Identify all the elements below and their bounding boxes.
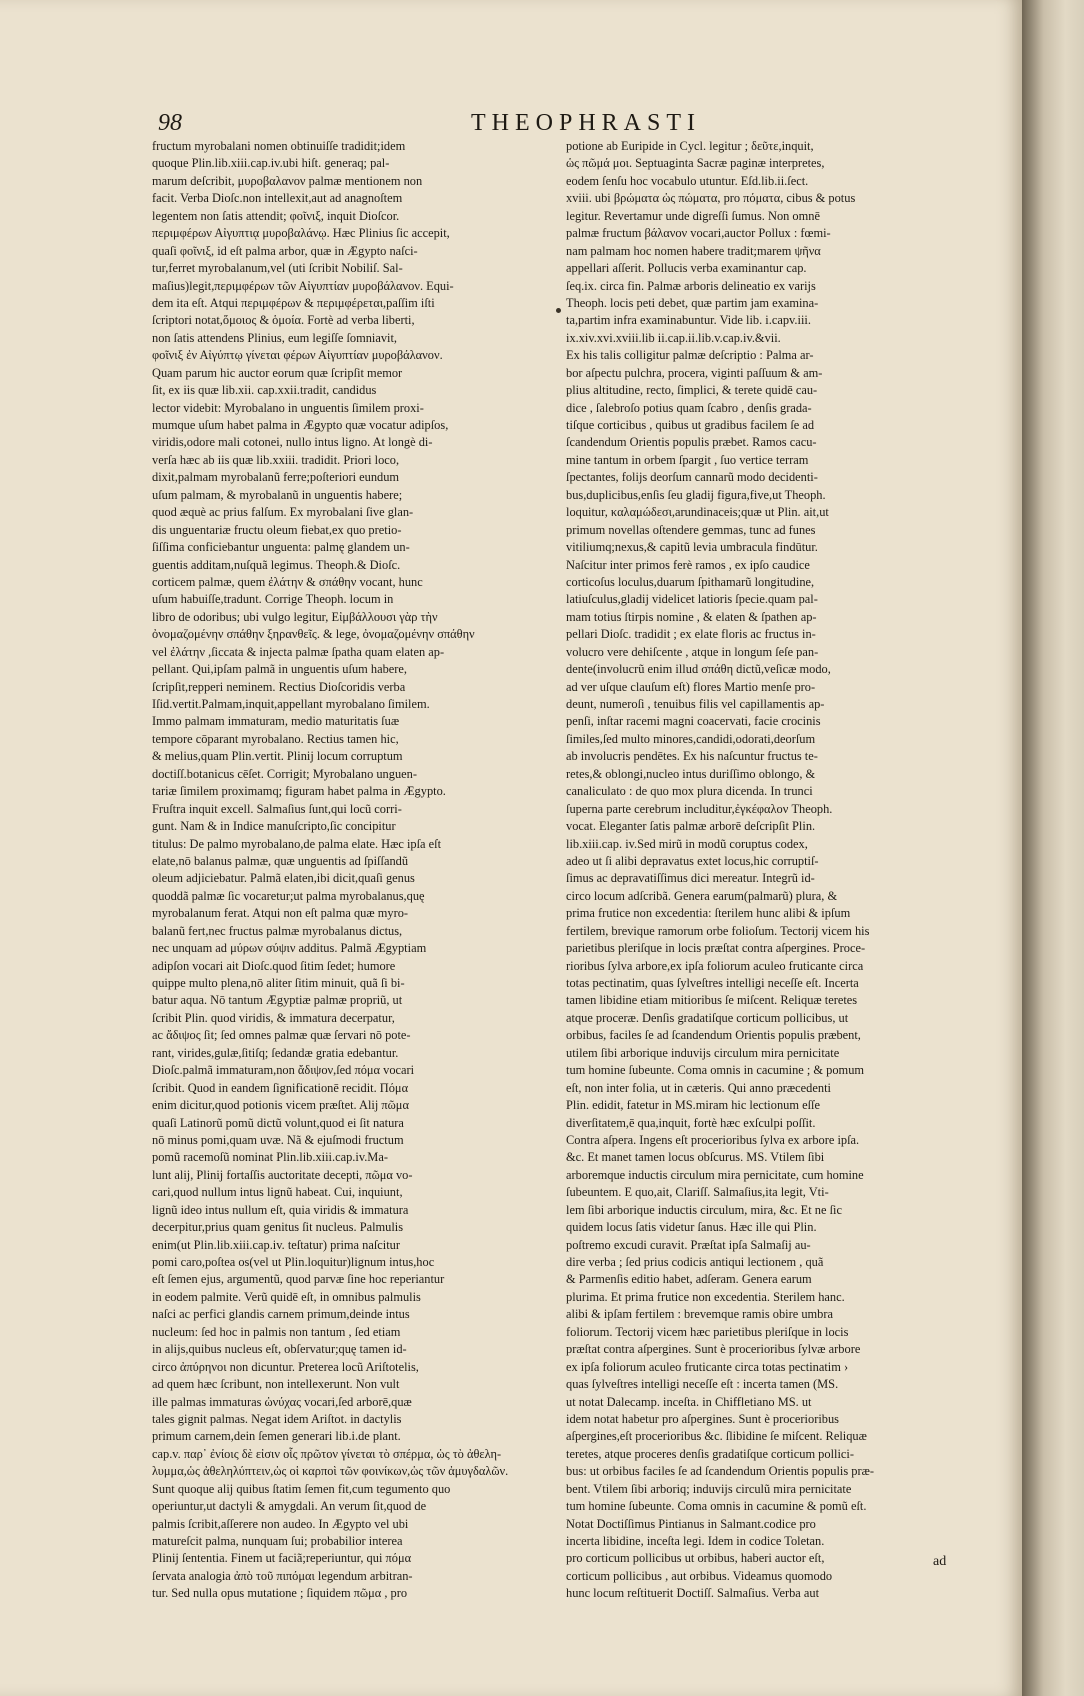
- text-line: uſum palmam, & myrobalanũ in unguentis habere;: [152, 487, 403, 502]
- text-line: operiuntur,ut dactyli & amygdali. An verum ſit,quod de: [152, 1499, 427, 1514]
- left-text-column: [152, 138, 554, 1601]
- text-line: Plin. edidit, fatetur in MS.miram hic lectionum eſſe: [566, 1098, 820, 1113]
- text-line: lem ſibi arborique inductis circulum, mira, &c. Et ne ſic: [566, 1202, 842, 1217]
- text-line: corticoſus loculus,duarum ſpithamarũ longitudine,: [566, 574, 815, 589]
- text-line: bor aſpectu pulchra, procera, viginti paſſuum & am-: [566, 365, 823, 380]
- text-line: arboremque inductis circulum mira pernicitate, cum homine: [566, 1167, 864, 1182]
- text-line: Quam parum hic auctor eorum quæ ſcripſit memor: [152, 365, 403, 380]
- text-line: plurima. Et prima frutice non excedentia. Sterilem hanc.: [566, 1289, 845, 1304]
- text-line: lignũ ideo intus nullum eſt, quia viridis & immatura: [152, 1202, 409, 1217]
- text-line: myrobalanum ferat. Atqui non eſt palma quæ myro-: [152, 906, 409, 921]
- text-line: palmæ fructum βάλανον vocari,auctor Pollux : fœmi-: [566, 226, 831, 241]
- text-line: matureſcit palma, nunquam ſui; probabilior interea: [152, 1534, 403, 1548]
- text-line: aſpergines,eſt procerioribus &c. ſlibidine ſe miſcent. Reliquæ: [566, 1429, 867, 1444]
- book-gutter: [1022, 0, 1084, 1696]
- text-line: potione ab Euripide in Cycl. legitur ; δεῦτε,inquit,: [566, 139, 814, 153]
- text-line: eſt ſemen ejus, argumentũ, quod parvæ ſine hoc reperiantur: [152, 1272, 445, 1287]
- text-line: dis unguentariæ fructu oleum fiebat,ex quo pretio-: [152, 522, 402, 537]
- text-line: tum homine ſubeunte. Coma omnis in cacumine ; & pomum: [566, 1063, 865, 1078]
- text-line: λυμμα,ὡς ἀθεληλύπτειν,ὡς οἱ καρποὶ τῶν φοινίκων,ὡς τῶν ἀμυγδαλῶν.: [152, 1464, 509, 1479]
- text-line: ta,partim infra examinabuntur. Vide lib. i.capv.iii.: [566, 313, 811, 328]
- text-line: Contra aſpera. Ingens eſt procerioribus ſylva ex arbore ipſa.: [566, 1132, 860, 1147]
- text-line: tamen libidine etiam mitioribus ſe miſcent. Reliquæ teretes: [566, 993, 858, 1008]
- text-line: bus,duplicibus,enſis ſeu gladij figura,five,ut Theoph.: [566, 487, 826, 502]
- text-line: tiſque corticibus , quibus ut gradibus facilem ſe ad: [566, 418, 815, 432]
- text-line: ab involucris pendētes. Ex his naſcuntur fructus te-: [566, 749, 818, 764]
- text-line: Theoph. locis peti debet, quæ partim jam examina-: [566, 295, 819, 310]
- text-line: Immo palmam immaturam, medio maturitatis ſuæ: [152, 714, 400, 729]
- text-line: deunt, numeroſi , tenuibus filis vel capillamentis ap-: [566, 697, 825, 711]
- text-line: lunt alij, Plinij fortaſſis auctoritate decepti, πῶμα vo-: [152, 1167, 413, 1182]
- text-line: rioribus ſylva arbore,ex ipſa foliorum aculeo fruticante circa: [566, 958, 864, 973]
- text-line: pellari Dioſc. tradidit ; ex elate floris ac fructus in-: [566, 627, 816, 642]
- text-line: ſervata analogia ἀπὸ τοῦ πιπόμαι legendum arbitran-: [152, 1568, 413, 1583]
- text-line: tur. Sed nulla opus mutatione ; ſiquidem πῶμα , pro: [152, 1586, 408, 1601]
- text-line: lib.xiii.cap. iv.Sed mirũ in modũ coruptus codex,: [566, 836, 808, 851]
- text-line: balanũ fert,nec fructus palmæ myrobalanus dictus,: [152, 923, 403, 938]
- text-line: tempore cōparant myrobalano. Rectius tamen hic,: [152, 731, 399, 746]
- text-line: ſcandendum Orientis populis præbet. Ramos cacu-: [566, 435, 817, 450]
- text-line: rant, virides,gulæ,ſitiſq; ſedandæ gratia edebantur.: [152, 1045, 399, 1060]
- text-line: incerta libidine, inceſta legi. Idem in codice Toletan.: [566, 1534, 825, 1548]
- text-line: retes,& oblongi,nucleo intus duriſſimo oblongo, &: [566, 766, 816, 781]
- text-line: totas pectinatim, quas ſylveſtres intelligi neceſſe eſt. Incerta: [566, 976, 859, 990]
- text-line: Sunt quoque alij quibus ſtatim ſemen fit,cum tegumento quo: [152, 1481, 451, 1496]
- text-line: ſpectantes, folijs deorſum cannarũ modo decidenti-: [566, 470, 818, 485]
- right-text-column: [566, 138, 968, 1601]
- text-line: Dioſc.palmã immaturam,non ἄδιψον,ſed πόμα vocari: [152, 1063, 415, 1078]
- text-line: tum homine ſubeunte. Coma omnis in cacumine & pomũ eſt.: [566, 1499, 867, 1514]
- text-line: guentis additam,nuſquã legimus. Theoph.& Dioſc.: [152, 557, 401, 572]
- text-line: doctiſſ.botanicus cēſet. Corrigit; Myrobalano unguen-: [152, 766, 417, 781]
- text-line: ille palmas immaturas ὠνύχας vocari,ſed arborē,quæ: [152, 1394, 412, 1409]
- text-line: quod æquè ac prius falſum. Ex myrobalani ſive glan-: [152, 505, 414, 520]
- text-line: viridis,odore mali cotonei, nullo intus ligno. At longè di-: [152, 435, 433, 450]
- text-line: dire verba ; ſed prius codicis antiqui lectionem , quã: [566, 1255, 824, 1269]
- page-number: 98: [158, 110, 182, 136]
- text-line: loquitur, καλαμώδεσι,arundinaceis;quæ ut Plin. ait,ut: [566, 505, 829, 520]
- text-line: fructum myrobalani nomen obtinuiſſe tradidit;idem: [152, 139, 406, 153]
- text-line: quaſi Latinorũ pomũ dictũ volunt,quod ei ſit natura: [152, 1115, 404, 1130]
- text-line: tales gignit palmas. Negat idem Ariſtot. in dactylis: [152, 1411, 402, 1426]
- margin-dot: [556, 308, 561, 313]
- text-line: cari,quod nullum intus lignũ habeat. Cui, inquiunt,: [152, 1185, 403, 1200]
- text-line: lector videbit: Myrobalano in unguentis ſimilem proxi-: [152, 400, 424, 415]
- text-line: utilem ſibi arborique induvijs circulum mira pernicitate: [566, 1045, 840, 1060]
- text-line: ad quem hæc ſcribunt, non intellexerunt. Non vult: [152, 1377, 400, 1392]
- text-line: quaſi φοῖνιξ, id eſt palma arbor, quæ in Ægypto naſci-: [152, 243, 418, 258]
- text-line: corticum pollicibus , aut orbibus. Videamus quomodo: [566, 1568, 833, 1583]
- text-line: ſimiles,ſed multo minores,candidi,odorati,deorſum: [566, 731, 816, 746]
- text-line: dixit,palmam myrobalanũ ferre;poſteriori eundum: [152, 470, 400, 485]
- text-line: circo locum adſcribã. Genera earum(palmarũ) plura, &: [566, 888, 838, 903]
- text-line: appellari aſſerit. Pollucis verba examinantur cap.: [566, 261, 807, 276]
- text-line: circo ἀπύρηνοι non dicuntur. Preterea locũ Ariſtotelis,: [152, 1359, 419, 1374]
- text-line: ſeq.ix. circa fin. Palmæ arboris delineatio ex varijs: [566, 278, 816, 293]
- text-line: adipſon vocari ait Dioſc.quod ſitim ſedet; humore: [152, 958, 396, 973]
- text-line: elate,nō balanus palmæ, quæ unguentis ad ſpiſſandũ: [152, 853, 409, 868]
- text-line: nō minus pomi,quam uvæ. Nã & ejuſmodi fructum: [152, 1132, 404, 1147]
- text-line: vocat. Eleganter ſatis palmæ arborē deſcripſit Plin.: [566, 819, 816, 834]
- text-line: uſum habuiſſe,tradunt. Corrige Theoph. locum in: [152, 592, 394, 607]
- text-line: eodem ſenſu hoc vocabulo utuntur. Eſd.lib.ii.ſect.: [566, 173, 809, 188]
- text-line: quoque Plin.lib.xiii.cap.iv.ubi hiſt. generaq; pal-: [152, 156, 390, 171]
- text-line: eſt, non inter folia, ut in cæteris. Qui anno præcedenti: [566, 1080, 831, 1095]
- text-line: volucro vere dehiſcente , atque in longum ſeſe pan-: [566, 644, 819, 659]
- text-line: pomũ racemoſũ nominat Plin.lib.xiii.cap.iv.Ma-: [152, 1150, 388, 1165]
- text-line: enim dicitur,quod potionis vicem præſtet. Alij πῶμα: [152, 1098, 409, 1113]
- text-line: Notat Doctiſſimus Pintianus in Salmant.codice pro: [566, 1516, 816, 1531]
- text-line: in eodem palmite. Verũ quidē eſt, in omnibus palmulis: [152, 1289, 421, 1304]
- text-line: xviii. ubi βρώματα ὡς πώματα, pro πόματα, cibus & potus: [566, 191, 856, 206]
- text-line: Fruſtra inquit excell. Salmaſius ſunt,qui locũ corri-: [152, 801, 402, 816]
- text-line: ὀνομαζομένην σπάθην ξηρανθεῖς. & lege, ὀνομαζομένην σπάθην: [152, 627, 475, 642]
- text-line: batur aqua. Nō tantum Ægyptiæ palmæ propriũ, ut: [152, 993, 403, 1008]
- text-line: enim(ut Plin.lib.xiii.cap.iv. teſtatur) prima naſcitur: [152, 1237, 400, 1252]
- text-line: oleum adjiciebatur. Palmã elaten,ibi dicit,quaſi genus: [152, 871, 415, 886]
- text-line: orbibus, faciles ſe ad ſcandendum Orientis populis præbent,: [566, 1028, 861, 1043]
- text-line: libro de odoribus; ubi vulgo legitur, Εἰμβάλλουσι γὰρ τὴν: [152, 609, 438, 624]
- text-line: plius altitudine, recto, ſimplici, & terete quidē cau-: [566, 383, 818, 398]
- text-line: Iſid.vertit.Palmam,inquit,appellant myrobalano ſimilem.: [152, 697, 430, 711]
- text-line: cap.v. παρ᾽ ἐνίοις δὲ εἰσιν οἷς πρῶτον γίνεται τὸ σπέρμα, ὡς τὸ ἀθελη-: [152, 1446, 502, 1461]
- text-line: latiuſculus,gladij videlicet latioris ſpecie.quam pal-: [566, 592, 818, 607]
- text-line: ſcribit Plin. quod viridis, & immatura decerpatur,: [152, 1010, 395, 1025]
- text-line: naſci ac perfici glandis carnem primum,deinde intus: [152, 1307, 410, 1322]
- text-line: parietibus pleriſque in locis præſtat contra aſpergines. Proce-: [566, 941, 866, 956]
- text-line: ſcriptori notat,ὅμοιος & ὁμοία. Fortè ad verba liberti,: [152, 313, 415, 328]
- text-line: &c. Et manet tamen locus obſcurus. MS. Vtilem ſibi: [566, 1150, 825, 1165]
- text-line: titulus: De palmo myrobalano,de palma elate. Hæc ipſa eſt: [152, 836, 442, 851]
- text-line: vitiliumq;nexus,& capitũ levia umbracula findūtur.: [566, 540, 818, 555]
- text-line: verſa hæc ab iis quæ lib.xxiii. tradidit. Priori loco,: [152, 452, 400, 467]
- text-line: nec unquam ad μύρων σύψιν additus. Palmã Ægyptiam: [152, 941, 427, 956]
- text-line: ſuperna parte cerebrum includitur,ἐγκέφαλον Theoph.: [566, 801, 833, 816]
- text-line: ſcripſit,repperi neminem. Rectius Dioſcoridis verba: [152, 679, 406, 694]
- text-line: Ex his talis colligitur palmæ deſcriptio : Palma ar-: [566, 348, 814, 363]
- text-line: ὡς πῶμά μοι. Septuaginta Sacræ paginæ interpretes,: [566, 156, 825, 171]
- text-line: ac ἄδιψος ſit; ſed omnes palmæ quæ ſervari nō pote-: [152, 1028, 411, 1043]
- text-line: legentem non ſatis attendit; φοῖνιξ, inquit Dioſcor.: [152, 208, 400, 223]
- text-line: diverſitatem,ē qua,inquit, fortè hæc exſculpi poſſit.: [566, 1115, 816, 1130]
- text-line: mine tantum in orbem ſpargit , ſuo vertice terram: [566, 452, 809, 467]
- text-line: ix.xiv.xvi.xviii.lib ii.cap.ii.lib.v.cap.iv.&vii.: [566, 330, 781, 345]
- text-line: ex ipſa foliorum aculeo fruticante circa totas pectinatim ›: [566, 1359, 849, 1374]
- text-line: canaliculato : de quo mox plura dicenda. In trunci: [566, 784, 813, 799]
- text-line: palmis ſcribit,aſſerere non audeo. In Ægypto vel ubi: [152, 1516, 409, 1531]
- text-line: foliorum. Tectorij vicem hæc parietibus pleriſque in locis: [566, 1324, 849, 1339]
- text-line: dente(involucrũ enim illud σπάθη dictũ,veſicæ modo,: [566, 662, 831, 677]
- text-line: tariæ ſimilem proximamq; figuram habet palma in Ægypto.: [152, 784, 446, 799]
- text-line: hunc locum reſtituerit Doctiſſ. Salmaſius. Verba aut: [566, 1586, 820, 1601]
- text-line: in alijs,quibus nucleus eſt, obſervatur;quę tamen id-: [152, 1342, 407, 1357]
- text-line: quas ſylveſtres intelligi neceſſe eſt : incerta tamen (MS.: [566, 1377, 839, 1392]
- text-line: pellant. Qui,ipſam palmã in unguentis uſum habere,: [152, 662, 407, 677]
- text-line: φοῖνιξ ἐν Αἰγύπτῳ γίνεται φέρων Αἰγυπτίαν μυροβάλανον.: [152, 348, 443, 363]
- text-line: ut notat Dalecamp. inceſta. in Chiffletiano MS. ut: [566, 1394, 812, 1409]
- text-line: poſtremo excudi curavit. Præſtat ipſa Salmaſij au-: [566, 1237, 811, 1252]
- text-line: ad ver uſque clauſum eſt) flores Martio menſe pro-: [566, 679, 816, 694]
- text-line: quoddã palmæ ſic vocaretur;ut palma myrobalanus,quę: [152, 888, 425, 903]
- text-line: prima frutice non excedentia: ſterilem hunc alibi & ipſum: [566, 906, 851, 921]
- text-line: fertilem, brevique ramorum orbe folioſum. Tectorij vicem his: [566, 923, 870, 938]
- text-line: corticem palmæ, quem ἐλάτην & σπάθην vocant, hunc: [152, 574, 423, 589]
- text-line: ſit, ex iis quæ lib.xii. cap.xxii.tradit, candidus: [152, 383, 377, 398]
- text-line: quidem locus ſatis videtur ſanus. Hæc ille qui Plin.: [566, 1220, 817, 1235]
- text-line: mumque uſum habet palma in Ægypto quæ vocatur adipſos,: [152, 418, 449, 432]
- text-line: pomi caro,poſtea os(vel ut Plin.loquitur)lignum intus,hoc: [152, 1255, 435, 1269]
- text-line: alibi & ipſam fertilem : brevemque ramis obire umbra: [566, 1307, 834, 1322]
- text-line: primum novellas oſtendere gemmas, tunc ad funes: [566, 522, 816, 537]
- text-line: ſubeuntem. E quo,ait, Clariſſ. Salmaſius,ita legit, Vti-: [566, 1185, 829, 1200]
- text-line: bus: ut orbibus faciles ſe ad ſcandendum Orientis populis præ-: [566, 1464, 874, 1479]
- text-line: mam totius ſtirpis nomine , & elaten & ſpathen ap-: [566, 609, 817, 624]
- text-line: legitur. Revertamur unde digreſſi ſumus. Non omnē: [566, 208, 820, 223]
- text-line: dice , ſalebroſo potius quam ſcabro , denſis grada-: [566, 400, 812, 415]
- text-line: ſiſſima conficiebantur unguenta: palmę glandem un-: [152, 540, 410, 555]
- text-line: primum carnem,dein ſemen generari lib.i.de plant.: [152, 1429, 401, 1444]
- text-line: Naſcitur inter primos ferè ramos , ex ipſo caudice: [566, 557, 810, 572]
- text-line: decerpitur,prius quam genitus ſit nucleus. Palmulis: [152, 1220, 404, 1235]
- text-line: non ſatis attendens Plinius, eum legiſſe ſomniavit,: [152, 330, 398, 345]
- text-line: περιμφέρων Αἰγυπτιᾳ μυροβαλάνῳ. Hæc Plinius ſic accepit,: [152, 226, 450, 241]
- text-line: bent. Vtilem ſibi arboriq; induvijs circulũ mira pernicitate: [566, 1481, 852, 1496]
- text-line: quippe multo plena,nō aliter ſitim minuit, quã ſi bi-: [152, 976, 405, 990]
- text-line: facit. Verba Dioſc.non intellexit,aut ad anagnoſtem: [152, 191, 403, 206]
- text-line: atque proceræ. Denſis gradatiſque corticum pollicibus, ut: [566, 1010, 849, 1025]
- text-line: Plinij ſententia. Finem ut faciã;reperiuntur, qui πόμα: [152, 1551, 412, 1566]
- text-line: pro corticum pollicibus ut orbibus, haberi auctor eſt,: [566, 1551, 825, 1566]
- text-line: nucleum: ſed hoc in palmis non tantum , ſed etiam: [152, 1324, 401, 1339]
- text-line: dem ita eſt. Atqui περιμφέρων & περιμφέρεται,paſſim iſti: [152, 295, 435, 310]
- text-line: maſius)legit,περιμφέρων τῶν Αἰγυπτίαν μυροβάλανον. Equi-: [152, 278, 454, 293]
- text-line: ſimus ac depravatiſſimus dici mereatur. Integrũ id-: [566, 871, 815, 886]
- text-line: præſtat contra aſpergines. Sunt è procerioribus ſylvæ arbore: [566, 1342, 861, 1357]
- text-line: & Parmenſis editio habet, adſeram. Genera earum: [566, 1272, 812, 1287]
- text-line: ſcribit. Quod in eandem ſignificationē recidit. Πόμα: [152, 1080, 409, 1095]
- text-line: vel ἐλάτην ,ſiccata & injecta palmæ ſpatha quam elaten ap-: [152, 644, 445, 659]
- text-line: gunt. Nam & in Indice manuſcripto,ſic concipitur: [152, 819, 396, 834]
- text-line: adeo ut ſi alibi depravatus extet locus,hic corruptiſ-: [566, 853, 819, 868]
- running-title: THEOPHRASTI: [470, 110, 701, 136]
- catchword: ad: [933, 1554, 947, 1569]
- text-line: & melius,quam Plin.vertit. Plinij locum corruptum: [152, 749, 403, 764]
- text-line: idem notat habetur pro aſpergines. Sunt è procerioribus: [566, 1411, 839, 1426]
- text-line: nam palmam hoc nomen habere tradit;marem ψῆνα: [566, 243, 821, 258]
- text-line: teretes, atque proceres denſis gradatiſque corticum pollici-: [566, 1446, 854, 1461]
- text-line: tur,ferret myrobalanum,vel (uti ſcribit Nobiliſ. Sal-: [152, 261, 403, 276]
- text-line: penſi, inſtar racemi magni coacervati, facie crocinis: [566, 714, 821, 729]
- text-line: marum deſcribit, μυροβαλανον palmæ mentionem non: [152, 173, 423, 188]
